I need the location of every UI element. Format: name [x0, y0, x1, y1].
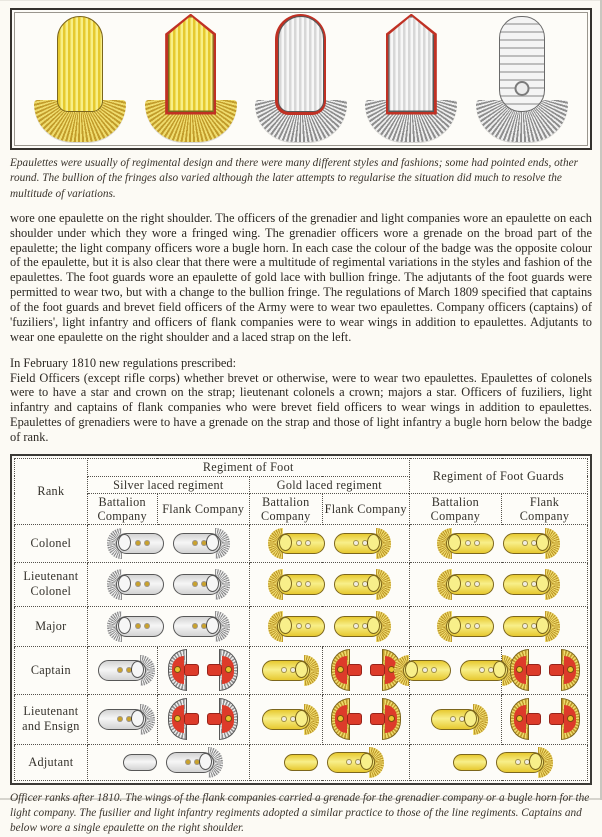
guards-battalion-company-header: Battalion Company	[409, 493, 501, 524]
gold-merged-cell	[249, 562, 409, 606]
fringed-epaulette-icon	[116, 574, 164, 595]
silver-epaulette-group	[90, 752, 247, 773]
rank-table-header	[15, 458, 588, 524]
strap	[388, 16, 434, 112]
silver-round-end-red-edged-epaulette-icon	[253, 14, 349, 142]
strap	[499, 16, 545, 112]
silver-epaulette-group	[90, 533, 247, 554]
flank-wing-icon	[168, 698, 201, 740]
fringed-epaulette-icon	[173, 574, 221, 595]
rank-label: Major	[15, 606, 88, 646]
gold-flank-company-header: Flank Company	[322, 493, 409, 524]
gold-epaulette-group	[252, 709, 320, 730]
fringed-epaulette-icon	[334, 533, 382, 554]
gold-battalion-cell	[249, 694, 322, 744]
laced-strap-icon	[453, 754, 487, 771]
gold-epaulette-group	[252, 533, 407, 554]
fringed-epaulette-icon	[460, 660, 508, 681]
guards-merged-cell	[409, 606, 587, 646]
laced-strap-icon	[123, 754, 157, 771]
rank-column-header: Rank	[15, 458, 88, 524]
gold-merged-cell	[249, 524, 409, 562]
silver-scaled-strap-bullion-epaulette-icon	[474, 14, 570, 142]
gold-battalion-company-header: Battalion Company	[249, 493, 322, 524]
table-caption: Officer ranks after 1810. The wings of the flank companies carried a grenade for the grenadier company or a bugle horn for the light company. The fusilier and light infantry regiments adopted a similar practice to those of the line regiments. Captains and below wore a single epaulette on the right shoulder.	[10, 791, 590, 835]
rank-table	[10, 454, 592, 785]
silver-laced-regiment-header: Silver laced regiment	[87, 476, 249, 493]
gold-epaulette-group	[252, 574, 407, 595]
regiment-of-foot-header: Regiment of Foot	[87, 458, 409, 476]
fringed-epaulette-icon	[277, 533, 325, 554]
gold-epaulette-group	[412, 616, 585, 637]
silver-battalion-cell	[87, 694, 157, 744]
fringed-epaulette-icon	[98, 709, 146, 730]
flank-wing-icon	[331, 698, 364, 740]
gold-merged-cell	[249, 744, 409, 780]
plate-caption: Epaulettes were usually of regimental design and there were many different styles and fashions; some had pointed ends, other round. The bullion of the fringes also varied although the later attempts to regularise the situation did much to resolve the multitude of variations.	[10, 157, 578, 200]
gold-epaulette-group	[412, 660, 499, 681]
silver-battalion-cell	[87, 646, 157, 694]
guards-flank-cell	[502, 694, 588, 744]
rank-table-body	[15, 524, 588, 780]
silver-merged-cell	[87, 562, 249, 606]
fringed-epaulette-icon	[166, 752, 214, 773]
flank-wing-icon	[547, 649, 580, 691]
gold-flank-cell	[322, 694, 409, 744]
gold-epaulette-group	[412, 574, 585, 595]
strap	[57, 16, 103, 112]
silver-epaulette-group	[160, 649, 247, 691]
fringed-epaulette-icon	[334, 616, 382, 637]
fringed-epaulette-icon	[327, 752, 375, 773]
fringed-epaulette-icon	[334, 574, 382, 595]
rank-label: Lieutenant and Ensign	[15, 694, 88, 744]
silver-epaulette-group	[90, 574, 247, 595]
silver-merged-cell	[87, 744, 249, 780]
silver-flank-cell	[157, 646, 249, 694]
rank-label: Colonel	[15, 524, 88, 562]
silver-flank-cell	[157, 694, 249, 744]
fringed-epaulette-icon	[173, 616, 221, 637]
paragraph-1810: Field Officers (except rifle corps) whether brevet or otherwise, were to wear two epaulettes. Epaulettes of colonels were to have a star and crown on the strap; lieutenant colonels a crown; majors a star. Officers of fuziliers, light infantry and captains of flank companies who were brevet field officers to wear wings in addition to epaulettes. Epaulettes of grenadiers were to have a grenade on the strap and those of light infantry a bugle horn below the badge of rank.	[10, 370, 592, 444]
paragraph-1810-intro: In February 1810 new regulations prescribed:	[10, 355, 237, 370]
paragraph-1809: wore one epaulette on the right shoulder. The officers of the grenadier and light companies wore an epaulette on each shoulder under which they wore a fringed wing. The grenadier officers wore a grenade on the broad part of the epaulette; the light company officers wore a bugle horn. In each case the colour of the badge was the opposite colour of the epaulette, but it is also clear that there were a multitude of regimental variations in the styles and fashion of the epaulettes. The foot guards wore an epaulette of gold lace with bullion fringe. The adjutants of the foot guards were permitted to wear two, but with a change to the bullion fringe. The regulations of March 1809 specified that captains of the foot guards and brevet field officers of the Army were to wear two epaulettes. Company officers (captains) of 'fuziliers', light infantry and officers of flank companies were to wear wings in addition to epaulettes. Adjutants to wear one epaulette on the right shoulder and a laced strap on the left.	[10, 210, 592, 344]
guards-battalion-cell	[409, 694, 501, 744]
gold-epaulette-group	[504, 698, 585, 740]
table-row	[15, 606, 588, 646]
fringed-epaulette-icon	[496, 752, 544, 773]
silver-merged-cell	[87, 606, 249, 646]
rank-label: Lieutenant Colonel	[15, 562, 88, 606]
fringed-epaulette-icon	[116, 616, 164, 637]
fringed-epaulette-icon	[98, 660, 146, 681]
flank-wing-icon	[205, 698, 238, 740]
epaulette-plate-figure	[10, 8, 592, 150]
gold-epaulette-group	[325, 698, 407, 740]
silver-pointed-end-red-edged-epaulette-icon	[363, 14, 459, 142]
flank-wing-icon	[510, 649, 543, 691]
gold-epaulette-group	[252, 752, 407, 773]
flank-wing-icon	[547, 698, 580, 740]
rank-label: Adjutant	[15, 744, 88, 780]
gold-merged-cell	[249, 606, 409, 646]
fringed-epaulette-icon	[173, 533, 221, 554]
table-row	[15, 694, 588, 744]
silver-epaulette-group	[90, 660, 155, 681]
laced-strap-icon	[284, 754, 318, 771]
fringed-epaulette-icon	[446, 574, 494, 595]
flank-wing-icon	[168, 649, 201, 691]
table-row	[15, 646, 588, 694]
gold-epaulette-group	[412, 752, 585, 773]
guards-flank-company-header: Flank Company	[502, 493, 588, 524]
flank-wing-icon	[368, 698, 401, 740]
table-row	[15, 524, 588, 562]
silver-epaulette-group	[160, 698, 247, 740]
flank-wing-icon	[331, 649, 364, 691]
silver-flank-company-header: Flank Company	[157, 493, 249, 524]
fringed-epaulette-icon	[262, 660, 310, 681]
fringed-epaulette-icon	[446, 533, 494, 554]
guards-merged-cell	[409, 562, 587, 606]
gold-epaulette-group	[412, 533, 585, 554]
fringed-epaulette-icon	[503, 533, 551, 554]
guards-flank-cell	[502, 646, 588, 694]
silver-epaulette-group	[90, 709, 155, 730]
regiment-of-foot-guards-header: Regiment of Foot Guards	[409, 458, 587, 493]
guards-battalion-cell	[409, 646, 501, 694]
fringed-epaulette-icon	[262, 709, 310, 730]
gold-battalion-cell	[249, 646, 322, 694]
fringed-epaulette-icon	[277, 574, 325, 595]
flank-wing-icon	[205, 649, 238, 691]
fringed-epaulette-icon	[403, 660, 451, 681]
silver-merged-cell	[87, 524, 249, 562]
strap	[278, 16, 324, 112]
fringed-epaulette-icon	[277, 616, 325, 637]
fringed-epaulette-icon	[431, 709, 479, 730]
gold-epaulette-group	[504, 649, 585, 691]
rank-label: Captain	[15, 646, 88, 694]
table-row	[15, 562, 588, 606]
fringed-epaulette-icon	[503, 616, 551, 637]
gold-epaulette-group	[252, 616, 407, 637]
gold-epaulette-group	[252, 660, 320, 681]
button-icon	[514, 81, 529, 96]
flank-wing-icon	[510, 698, 543, 740]
gold-laced-regiment-header: Gold laced regiment	[249, 476, 409, 493]
table-row	[15, 744, 588, 780]
fringed-epaulette-icon	[503, 574, 551, 595]
guards-merged-cell	[409, 744, 587, 780]
silver-battalion-company-header: Battalion Company	[87, 493, 157, 524]
gold-round-end-fringed-epaulette-icon	[32, 14, 128, 142]
fringed-epaulette-icon	[446, 616, 494, 637]
silver-epaulette-group	[90, 616, 247, 637]
strap	[168, 16, 214, 112]
gold-epaulette-group	[412, 709, 499, 730]
guards-merged-cell	[409, 524, 587, 562]
gold-pointed-end-fringed-epaulette-icon	[143, 14, 239, 142]
fringed-epaulette-icon	[116, 533, 164, 554]
